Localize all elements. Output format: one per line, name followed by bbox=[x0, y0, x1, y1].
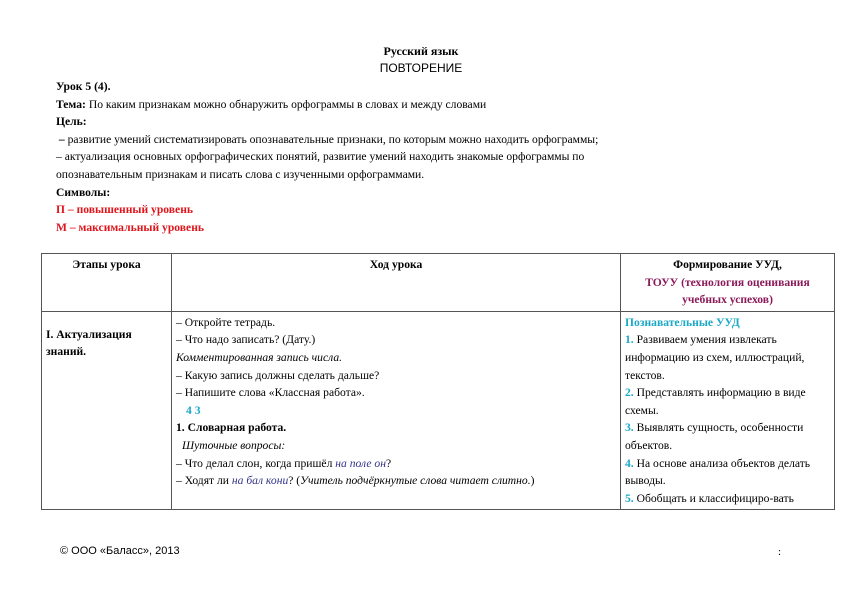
goal-label: Цель: bbox=[56, 115, 87, 129]
question-2-text: – Ходят ли bbox=[176, 474, 232, 488]
stage-cell: I. Актуализация знаний. bbox=[42, 311, 172, 510]
uud-item-text: На основе анализа объектов делать выводы. bbox=[625, 456, 811, 488]
uud-cell bbox=[621, 311, 835, 510]
uud-item-text: Развиваем умения извлекать информацию из схем, иллюстраций, текстов. bbox=[625, 333, 805, 382]
header-uud bbox=[621, 254, 835, 312]
symbols-label: Символы: bbox=[56, 185, 111, 199]
symbol-p: П – повышенный уровень bbox=[56, 203, 194, 217]
header-progress: Ход урока bbox=[172, 254, 621, 312]
symbol-m: М – максимальный уровень bbox=[56, 220, 205, 234]
question-1-text: – Что делал слон, когда пришёл bbox=[176, 456, 336, 470]
uud-item-text: Выявлять сущность, особенности объектов. bbox=[625, 421, 804, 452]
page-mark: : bbox=[778, 546, 782, 558]
header-uud-title: Формирование УУД, bbox=[673, 258, 782, 271]
progress-cell bbox=[172, 311, 621, 510]
progress-line-2: – Что надо записать? (Дату.) bbox=[176, 333, 316, 347]
progress-line-3: Комментированная запись числа. bbox=[176, 350, 343, 364]
goal-item-2-line2: опознавательным признакам и писать слова с изученными орфограммами. bbox=[56, 167, 425, 181]
copyright-footer: © ООО «Баласс», 2013 bbox=[60, 545, 180, 557]
subject-title: Русский язык bbox=[383, 44, 459, 58]
table-header-row bbox=[42, 254, 835, 312]
uud-item-number: 3. bbox=[625, 421, 634, 435]
question-2-underlined: на бал кони bbox=[231, 474, 289, 488]
goal-item-1 bbox=[56, 131, 756, 149]
goal-1-text: развитие умений систематизировать опознавательные признаки, по которым можно находить орфограммы; bbox=[64, 132, 599, 146]
section-title: ПОВТОРЕНИЕ bbox=[379, 61, 463, 75]
question-2 bbox=[176, 472, 616, 490]
topic-label: Тема: bbox=[56, 97, 86, 111]
table-row bbox=[42, 311, 835, 510]
joke-questions-label: Шуточные вопросы: bbox=[182, 438, 286, 452]
progress-line-4: – Какую запись должны сделать дальше? bbox=[176, 368, 380, 382]
question-2-end: ) bbox=[530, 474, 535, 488]
uud-item-number: 1. bbox=[625, 333, 634, 347]
vocabulary-work-heading: 1. Словарная работа. bbox=[176, 421, 287, 435]
lesson-table bbox=[41, 253, 835, 510]
progress-line-5: – Напишите слова «Классная работа». bbox=[176, 386, 365, 400]
uud-item-number: 2. bbox=[625, 386, 634, 400]
uud-item-text: Обобщать и классифициро-вать bbox=[633, 491, 794, 505]
goal-1-dash: – bbox=[58, 132, 65, 146]
question-1-end: ? bbox=[385, 456, 392, 470]
topic-line bbox=[56, 96, 756, 114]
lesson-header bbox=[56, 78, 756, 236]
uud-item-text: Представлять информацию в виде схемы. bbox=[625, 386, 806, 417]
question-2-note: Учитель подчёркнутые слова читает слитно. bbox=[300, 474, 531, 488]
lesson-number: Урок 5 (4). bbox=[56, 80, 111, 93]
question-1-underlined: на поле он bbox=[335, 456, 386, 470]
progress-line-6: 4 3 bbox=[186, 403, 201, 417]
header-uud-sub: ТОУУ (технология оценивания учебных успехов) bbox=[645, 275, 810, 307]
uud-heading: Познавательные УУД bbox=[625, 315, 740, 329]
header-stages: Этапы урока bbox=[42, 254, 172, 312]
uud-item-number: 5. bbox=[625, 491, 634, 505]
topic-text: По каким признакам можно обнаружить орфограммы в словах и между словами bbox=[85, 97, 487, 111]
progress-line-1: – Откройте тетрадь. bbox=[176, 315, 276, 329]
uud-item-number: 4. bbox=[625, 456, 634, 470]
uud-item bbox=[625, 455, 830, 490]
uud-item bbox=[625, 419, 830, 454]
uud-item bbox=[625, 331, 830, 384]
uud-item bbox=[625, 490, 830, 508]
uud-item bbox=[625, 384, 830, 419]
question-2-mid: ? ( bbox=[288, 474, 301, 488]
question-1 bbox=[176, 455, 616, 473]
goal-item-2-line1: – актуализация основных орфографических понятий, развитие умений находить знакомые орфограммы по bbox=[56, 150, 585, 164]
